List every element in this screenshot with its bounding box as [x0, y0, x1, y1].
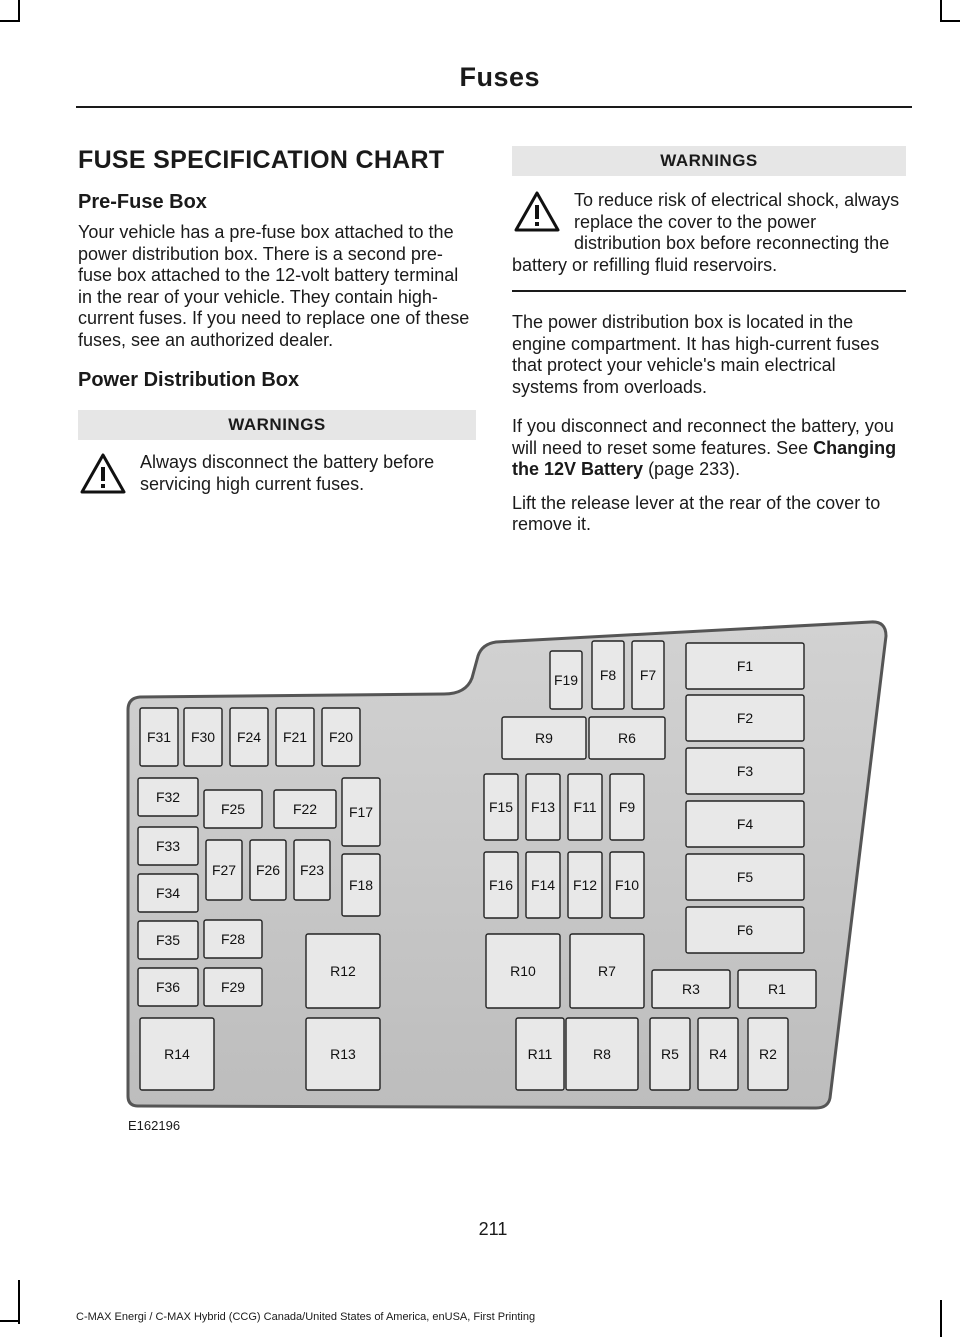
fuse-slot-f35: [138, 921, 198, 959]
footer-text: C-MAX Energi / C-MAX Hybrid (CCG) Canada/United States of America, enUSA, First Printing: [76, 1311, 536, 1323]
figure-id: E162196: [128, 1118, 181, 1133]
fuse-slot-r3: [652, 970, 730, 1008]
fuse-slot-r8: [566, 1018, 638, 1090]
fuse-slot-label: F29: [220, 979, 246, 995]
fuse-slot-label: R5: [661, 1046, 679, 1062]
fuse-slot-r10: [486, 934, 560, 1008]
reset-paragraph: [512, 416, 906, 481]
left-column: [78, 146, 476, 496]
fuse-slot-f13: [526, 774, 560, 840]
fuse-slot-label: F13: [530, 799, 556, 815]
battery-link[interactable]: Changing the 12V Battery: [512, 437, 897, 479]
fuse-slot-f14: [526, 852, 560, 918]
fuse-slot-label: F18: [348, 877, 374, 893]
fuse-slot-label: F2: [736, 710, 754, 726]
pdb-heading: Power Distribution Box: [78, 369, 300, 391]
fuse-slot-label: F32: [155, 789, 181, 805]
fuse-slot-label: F21: [282, 729, 308, 745]
fuse-slot-f30: [184, 708, 222, 766]
fuse-slot-label: F31: [146, 729, 172, 745]
fuse-slot-f15: [484, 774, 518, 840]
fuse-slot-f16: [484, 852, 518, 918]
fuse-slot-r5: [650, 1018, 690, 1090]
location-paragraph: The power distribution box is located in the engine compartment. It has high-current fuses that protect your vehicle's main electrical systems from overloads.: [512, 312, 880, 397]
fuse-slot-label: F23: [299, 862, 325, 878]
fuse-slot-r11: [516, 1018, 564, 1090]
header-divider: [76, 106, 912, 108]
fuse-slot-label: F36: [155, 979, 181, 995]
fuse-slot-f9: [610, 774, 644, 840]
crop-mark: [18, 1280, 20, 1324]
fuse-slot-label: F25: [220, 801, 246, 817]
fuse-slot-label: F35: [155, 932, 181, 948]
fuse-slot-f10: [610, 852, 644, 918]
fuse-slot-f5: [686, 854, 804, 900]
fuse-slot-label: F27: [211, 862, 237, 878]
prefuse-heading: Pre-Fuse Box: [78, 191, 207, 213]
fuse-slot-label: F6: [736, 922, 754, 938]
fuse-slot-f19: [550, 651, 582, 709]
crop-mark: [0, 1320, 20, 1322]
crop-mark: [0, 20, 20, 22]
crop-mark: [18, 0, 20, 22]
reset-text: If you disconnect and reconnect the battery, you will need to reset some features. See: [512, 416, 894, 458]
fuse-slot-label: R14: [164, 1046, 190, 1062]
fuse-slot-r12: [306, 934, 380, 1008]
warning-text: Always disconnect the battery before servicing high current fuses.: [140, 452, 435, 494]
fuse-slot-f3: [686, 748, 804, 794]
fuse-slot-label: R3: [682, 981, 700, 997]
fuse-slot-r7: [570, 934, 644, 1008]
fuse-slot-f8: [592, 641, 624, 709]
fuse-slot-f11: [568, 774, 602, 840]
fuse-slot-f17: [342, 778, 380, 846]
fuse-slot-f29: [204, 968, 262, 1006]
fuse-slot-f2: [686, 695, 804, 741]
fuse-slot-label: F28: [220, 931, 246, 947]
fuse-slot-f21: [276, 708, 314, 766]
fuse-slot-f36: [138, 968, 198, 1006]
fuse-slot-label: F5: [736, 869, 754, 885]
fuse-slot-label: F20: [328, 729, 354, 745]
fuse-slot-label: F33: [155, 838, 181, 854]
fuse-slot-f7: [632, 641, 664, 709]
fuse-slot-f1: [686, 643, 804, 689]
fuse-slot-f23: [294, 840, 330, 900]
fuse-slot-label: R4: [709, 1046, 727, 1062]
fuse-slot-label: R7: [598, 963, 616, 979]
fuse-slot-label: F4: [736, 816, 754, 832]
fuse-slot-label: R11: [527, 1046, 553, 1062]
fuse-slot-label: R1: [768, 981, 786, 997]
fuse-slot-f34: [138, 874, 198, 912]
fuse-slot-label: F14: [530, 877, 556, 893]
fuse-slot-f27: [206, 840, 242, 900]
fuse-slot-label: R12: [330, 963, 356, 979]
warnings-header: WARNINGS: [78, 410, 476, 440]
fuse-slot-label: F12: [572, 877, 598, 893]
fuse-slot-r4: [698, 1018, 738, 1090]
fuse-slot-f28: [204, 920, 262, 958]
fuse-slot-f20: [322, 708, 360, 766]
right-column: [512, 146, 906, 554]
fuse-slot-label: F8: [599, 667, 617, 683]
warning-box: [512, 190, 906, 276]
fuse-slot-r13: [306, 1018, 380, 1090]
fuse-slot-f6: [686, 907, 804, 953]
warning-text: To reduce risk of electrical shock, always replace the cover to the power distribution box before reconnecting the battery or refilling fluid reservoirs.: [512, 190, 900, 275]
reset-page-ref: (page 233).: [643, 459, 741, 479]
fuse-slot-r1: [738, 970, 816, 1008]
prefuse-paragraph: Your vehicle has a pre-fuse box attached to the power distribution box. There is a second pre-fuse box attached to the 12-volt battery terminal in the rear of your vehicle. They contain high-current fuses. If you need to replace one of these fuses, see an authorized dealer.: [78, 222, 470, 350]
fuse-slot-f33: [138, 827, 198, 865]
cover-paragraph: Lift the release lever at the rear of the cover to remove it.: [512, 492, 881, 534]
fuse-slot-f31: [140, 708, 178, 766]
warnings-header: WARNINGS: [512, 146, 906, 176]
warning-triangle-icon: [80, 452, 126, 496]
fuse-slot-f25: [204, 790, 262, 828]
fuse-slot-label: F9: [618, 799, 636, 815]
fuse-slot-label: F7: [639, 667, 657, 683]
fuse-slot-label: F1: [736, 658, 754, 674]
fuse-slot-label: F16: [488, 877, 514, 893]
fuse-slot-label: F24: [236, 729, 262, 745]
warning-divider: [512, 290, 906, 292]
fuse-slot-r14: [140, 1018, 214, 1090]
fuse-slot-label: R8: [593, 1046, 611, 1062]
page-header-title: Fuses: [459, 62, 540, 92]
fuse-slot-label: F30: [190, 729, 216, 745]
warning-triangle-icon: [514, 190, 560, 234]
fuse-slot-f32: [138, 778, 198, 816]
fuse-slot-label: R10: [510, 963, 536, 979]
fuse-slot-label: R13: [330, 1046, 356, 1062]
fuse-slot-label: R6: [618, 730, 636, 746]
warning-box: [78, 452, 476, 495]
fuse-slot-label: F11: [573, 799, 597, 815]
fuse-slot-label: F26: [255, 862, 281, 878]
fuse-slot-f26: [250, 840, 286, 900]
crop-mark: [940, 0, 942, 22]
fuse-slot-f12: [568, 852, 602, 918]
fuse-slot-r6: [589, 717, 665, 759]
fuse-slot-r9: [502, 717, 586, 759]
fuse-slot-label: F22: [292, 801, 318, 817]
fuse-slot-f24: [230, 708, 268, 766]
fuse-slot-label: F34: [155, 885, 181, 901]
fuse-slot-f18: [342, 854, 380, 916]
section-title: FUSE SPECIFICATION CHART: [78, 146, 445, 174]
fuse-slot-r2: [748, 1018, 788, 1090]
fuse-slot-label: F3: [736, 763, 754, 779]
fuse-slot-label: F15: [488, 799, 514, 815]
crop-mark: [940, 20, 960, 22]
fuse-slot-label: F19: [553, 672, 579, 688]
fuse-slot-label: F10: [614, 877, 640, 893]
fuse-slot-label: R9: [535, 730, 553, 746]
fuse-slot-f22: [274, 790, 336, 828]
fuse-slot-f4: [686, 801, 804, 847]
fuse-slot-label: R2: [759, 1046, 777, 1062]
crop-mark: [940, 1300, 942, 1337]
page-number: 211: [478, 1219, 508, 1239]
fuse-slot-label: F17: [348, 804, 374, 820]
fuse-box-diagram: [126, 620, 890, 1110]
